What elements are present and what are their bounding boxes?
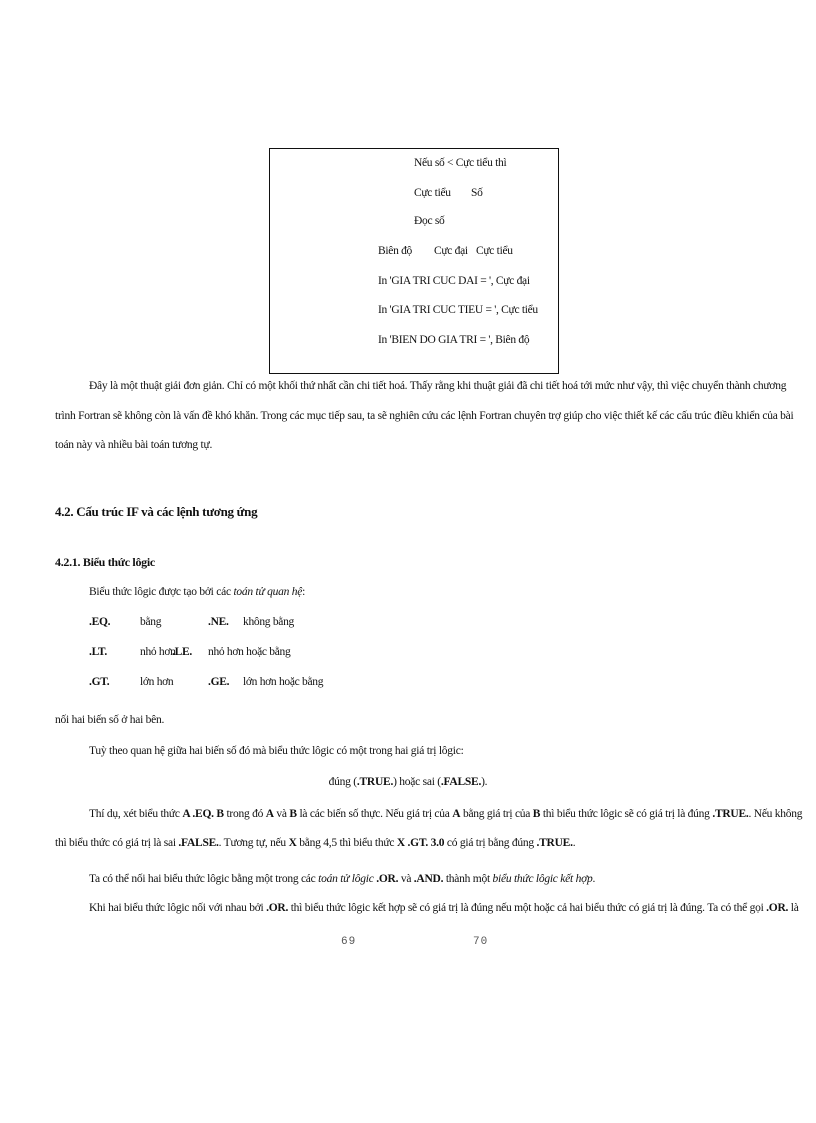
section-heading: 4.2. Cấu trúc IF và các lệnh tương ứng — [55, 504, 258, 519]
depend-text: Tuỳ theo quan hệ giữa hai biến số đó mà biểu thức lôgic có một trong hai giá trị lôgic: — [89, 745, 464, 757]
algo-line-1: Nếu số < Cực tiểu thì — [414, 157, 507, 169]
algo-line-4b: Cực đại — [434, 245, 468, 257]
operator: .LT. — [89, 646, 107, 658]
truth-values: đúng (.TRUE.) hoặc sai (.FALSE.). — [328, 776, 488, 788]
operator: .GT. — [89, 676, 110, 688]
algo-line-7: In 'BIEN DO GIA TRI = ', Biên độ — [378, 334, 530, 346]
or-text: Khi hai biểu thức lôgic nối với nhau bởi .OR. thì biểu thức lôgic kết hợp sẽ có giá trị là đúng nếu một hoặc cả hai biểu thức có giá trị là đúng. Ta có thể gọi .OR. là — [89, 902, 799, 914]
algo-line-6: In 'GIA TRI CUC TIEU = ', Cực tiểu — [378, 304, 538, 316]
algo-line-5: In 'GIA TRI CUC DAI = ', Cực đại — [378, 275, 530, 287]
example-line-1: Thí dụ, xét biểu thức A .EQ. B trong đó A và B là các biến số thực. Nếu giá trị của A bằng giá trị của B thì biểu thức lôgic sẽ có giá trị là đúng .TRUE.. Nếu không — [89, 808, 803, 820]
operator-desc: lớn hơn — [140, 676, 174, 688]
algo-line-3: Đọc số — [414, 215, 445, 227]
operator: .NE. — [208, 616, 229, 628]
logic-intro: Biểu thức lôgic được tạo bởi các toán tử quan hệ: — [89, 586, 306, 598]
operator: .EQ. — [89, 616, 111, 628]
connect-text: nối hai biến số ở hai bên. — [55, 714, 165, 726]
operator: .GE. — [208, 676, 230, 688]
algo-line-4a: Biên độ — [378, 245, 412, 257]
algo-line-2a: Cực tiểu — [414, 187, 451, 199]
operator-desc: bằng — [140, 616, 162, 628]
page-number-left: 69 — [341, 936, 357, 948]
algo-line-2b: Số — [471, 187, 483, 199]
subsection-heading: 4.2.1. Biểu thức lôgic — [55, 555, 155, 569]
operator-desc: không bằng — [243, 616, 294, 628]
operator: .LE. — [172, 646, 192, 658]
operator-desc: nhỏ hơn hoặc bằng — [208, 646, 291, 658]
intro-line-2: trình Fortran sẽ không còn là vấn đề khó khăn. Trong các mục tiếp sau, ta sẽ nghiên cứu các lệnh Fortran chuyên trợ giúp cho việc thiết kế các cấu trúc điều khiển của bài — [55, 410, 794, 422]
combine-text: Ta có thể nối hai biểu thức lôgic bằng một trong các toán tử lôgic .OR. và .AND. thành một biểu thức lôgic kết hợp. — [89, 873, 596, 885]
algo-line-4c: Cực tiểu — [476, 245, 513, 257]
operator-desc: lớn hơn hoặc bằng — [243, 676, 324, 688]
example-line-2: thì biểu thức có giá trị là sai .FALSE.. Tương tự, nếu X bằng 4,5 thì biểu thức X .GT. 3.0 có giá trị bằng đúng .TRUE.. — [55, 837, 576, 849]
intro-line-1: Đây là một thuật giải đơn giản. Chỉ có một khối thứ nhất cần chi tiết hoá. Thấy rằng khi thuật giải đã chi tiết hoá tới mức như vậy, thì việc chuyển thành chương — [89, 380, 787, 392]
intro-line-3: toán này và nhiều bài toán tương tự. — [55, 439, 213, 451]
operator-desc: nhỏ hơn — [140, 646, 176, 658]
page-number-right: 70 — [473, 936, 489, 948]
